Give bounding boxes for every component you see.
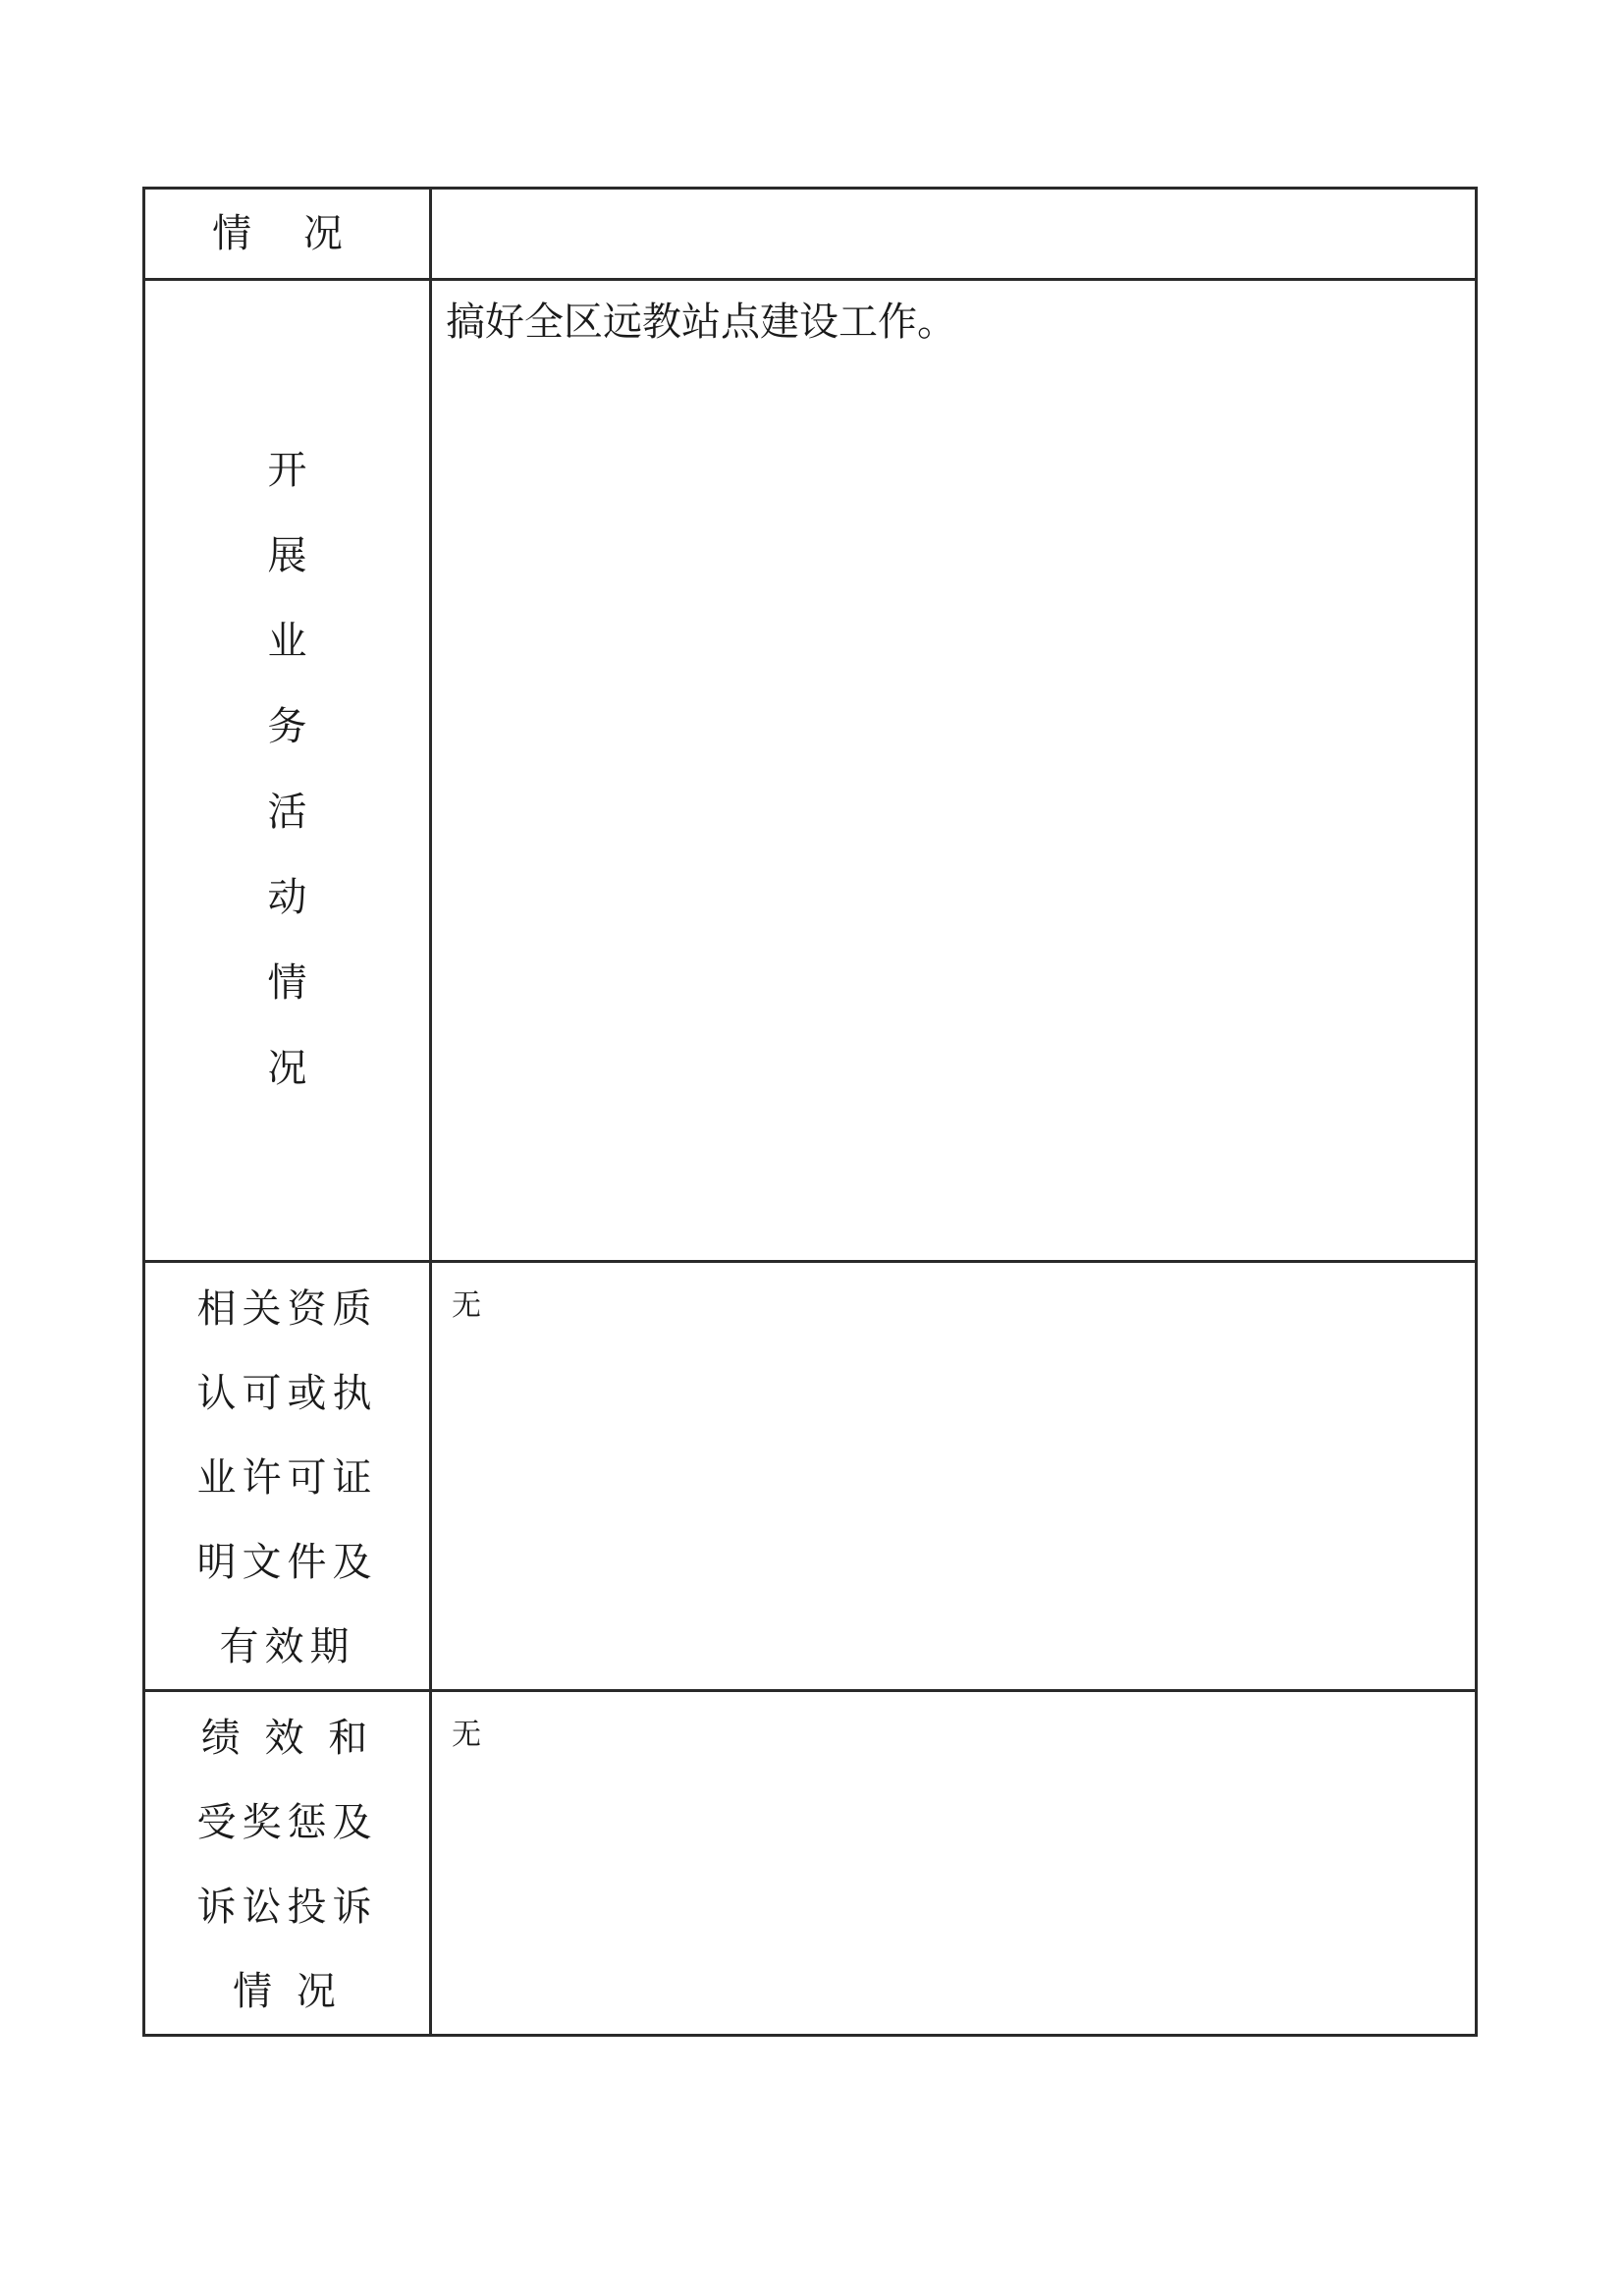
qualification-row bbox=[144, 1262, 1477, 1691]
performance-row bbox=[144, 1691, 1477, 2036]
label-line: 情 况 bbox=[233, 1969, 342, 2014]
label-char: 展 bbox=[267, 533, 307, 578]
label-line: 有效期 bbox=[219, 1624, 355, 1669]
label-char: 情 bbox=[267, 960, 307, 1006]
info-form-table bbox=[142, 187, 1478, 2037]
label-line: 认可或执 bbox=[196, 1371, 378, 1416]
performance-label bbox=[144, 1691, 431, 2036]
qualification-content: 无 bbox=[431, 1262, 1477, 1691]
status-content bbox=[431, 189, 1477, 280]
label-char: 务 bbox=[267, 704, 307, 749]
business-activity-label bbox=[144, 280, 431, 1262]
qualification-label bbox=[144, 1262, 431, 1691]
label-char: 动 bbox=[267, 875, 307, 920]
label-line: 业许可证 bbox=[196, 1455, 378, 1501]
business-activity-content: 搞好全区远教站点建设工作。 bbox=[431, 280, 1477, 1262]
status-row bbox=[144, 189, 1477, 280]
label-line: 诉讼投诉 bbox=[196, 1885, 378, 1930]
label-line: 相关资质 bbox=[196, 1286, 378, 1332]
label-char: 开 bbox=[267, 448, 307, 493]
business-activity-row bbox=[144, 280, 1477, 1262]
label-line: 绩 效 和 bbox=[200, 1716, 374, 1761]
status-label: 情 况 bbox=[144, 189, 431, 280]
label-line: 受奖惩及 bbox=[196, 1800, 378, 1845]
label-char: 业 bbox=[267, 619, 307, 664]
label-char: 况 bbox=[267, 1046, 307, 1091]
performance-content: 无 bbox=[431, 1691, 1477, 2036]
label-line: 明文件及 bbox=[196, 1540, 378, 1585]
label-char: 活 bbox=[267, 790, 307, 835]
